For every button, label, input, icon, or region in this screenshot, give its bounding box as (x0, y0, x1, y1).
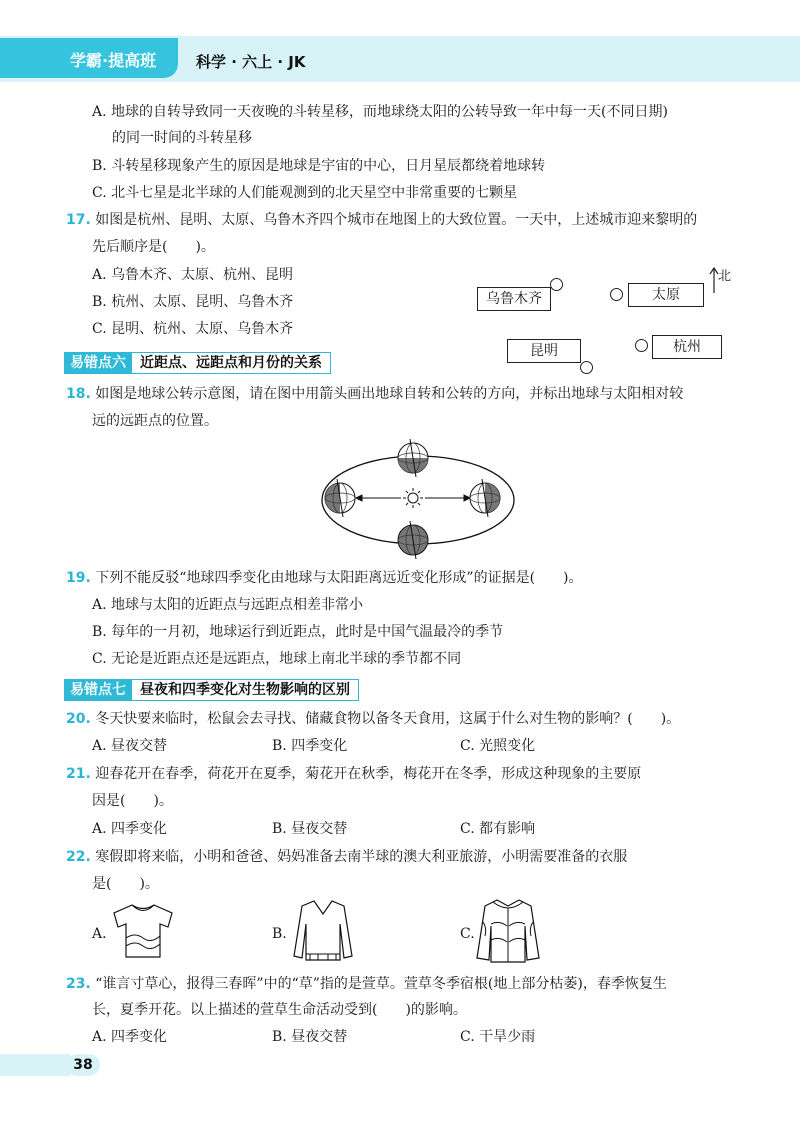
q17-number: 17. (66, 212, 91, 228)
section-6-heading (64, 352, 331, 374)
q19-number: 19. (66, 570, 91, 586)
earth-orbit-diagram (310, 436, 530, 562)
q19-stem-text: 下列不能反驳“地球四季变化由地球与太阳距离远近变化形成”的证据是( )。 (95, 570, 583, 586)
q18-stem-line1 (66, 383, 683, 405)
q17-stem-line2: 先后顺序是( )。 (92, 239, 215, 255)
city-hangzhou-dot (635, 339, 648, 352)
city-urumqi-dot (550, 278, 563, 291)
q21-stem-line1 (66, 763, 641, 785)
page-header (0, 0, 800, 78)
q23-number: 23. (66, 976, 91, 992)
q17-stem-line1 (66, 209, 697, 231)
q21-number: 21. (66, 766, 91, 782)
city-kunming-dot (580, 361, 593, 374)
q22-number: 22. (66, 849, 91, 865)
brand-title: 学霸·提高班 (70, 51, 157, 70)
q23-stem-line2: 长，夏季开花。以上描述的萱草生命活动受到( )的影响。 (92, 1002, 467, 1018)
q23-stem-text: “谁言寸草心，报得三春晖”中的“草”指的是萱草。萱草冬季宿根(地上部分枯萎)，春季恢复生 (95, 976, 667, 992)
q20-number: 20. (66, 711, 91, 727)
q21-option-c: C. 都有影响 (460, 821, 536, 837)
page-number: 38 (66, 1054, 100, 1076)
q20-option-a: A. 昼夜交替 (92, 738, 168, 754)
q22-option-b-label: B. (272, 926, 287, 942)
section-6-tag: 易错点六 (64, 352, 132, 374)
q21-stem-line2: 因是( )。 (92, 793, 173, 809)
earth-top (398, 439, 428, 477)
city-urumqi: 乌鲁木齐 (477, 287, 551, 311)
section-6-title: 近距点、远距点和月份的关系 (132, 352, 331, 374)
q19-stem (66, 567, 583, 589)
q23-stem-line1 (66, 973, 667, 995)
q19-option-c: C. 无论是近距点还是远距点，地球上南北半球的季节都不同 (92, 651, 462, 667)
section-7-title: 昼夜和四季变化对生物影响的区别 (132, 679, 359, 701)
q17-option-a: A. 乌鲁木齐、太原、杭州、昆明 (92, 267, 294, 283)
section-7-heading (64, 679, 359, 701)
q16-option-a-line1: A. 地球的自转导致同一天夜晚的斗转星移，而地球绕太阳的公转导致一年中每一天(不同日期) (92, 104, 668, 120)
light-arrows (356, 495, 470, 501)
q23-option-a: A. 四季变化 (92, 1029, 168, 1045)
q23-option-b: B. 昼夜交替 (272, 1029, 348, 1045)
q21-option-b: B. 昼夜交替 (272, 821, 348, 837)
q16-option-b: B. 斗转星移现象产生的原因是地球是宇宙的中心，日月星辰都绕着地球转 (92, 158, 546, 174)
q22-stem-line2: 是( )。 (92, 876, 159, 892)
north-label: 北 (718, 269, 732, 284)
subject-title: 科学 · 六上 · JK (196, 53, 306, 71)
tshirt-icon (110, 902, 176, 960)
q19-option-b: B. 每年的一月初，地球运行到近距点，此时是中国气温最冷的季节 (92, 624, 504, 640)
q23-option-c: C. 干旱少雨 (460, 1029, 536, 1045)
section-7-tag: 易错点七 (64, 679, 132, 701)
q18-number: 18. (66, 386, 91, 402)
earth-bottom (398, 521, 428, 559)
q21-option-a: A. 四季变化 (92, 821, 168, 837)
q22-stem-line1 (66, 846, 627, 868)
q18-stem-text: 如图是地球公转示意图，请在图中用箭头画出地球自转和公转的方向，并标出地球与太阳相对较 (95, 386, 684, 402)
city-taiyuan-dot (610, 288, 623, 301)
q20-stem (66, 708, 680, 730)
q22-option-c-label: C. (460, 926, 475, 942)
footer-band (0, 1054, 70, 1076)
q18-stem-line2: 远的远距点的位置。 (92, 413, 218, 429)
winter-jacket-icon (475, 896, 541, 964)
q17-stem-text: 如图是杭州、昆明、太原、乌鲁木齐四个城市在地图上的大致位置。一天中，上述城市迎来黎明的 (95, 212, 698, 228)
q20-stem-text: 冬天快要来临时，松鼠会去寻找、储藏食物以备冬天食用，这属于什么对生物的影响？( )。 (95, 711, 681, 727)
sweater-icon (290, 898, 356, 964)
q22-option-a-label: A. (92, 926, 107, 942)
q16-option-a-line2: 的同一时间的斗转星移 (112, 130, 252, 146)
earth-left (325, 479, 355, 517)
q21-stem-text: 迎春花开在春季，荷花开在夏季，菊花开在秋季，梅花开在冬季，形成这种现象的主要原 (95, 766, 642, 782)
city-taiyuan: 太原 (628, 283, 704, 307)
city-kunming: 昆明 (507, 339, 581, 363)
city-hangzhou: 杭州 (652, 335, 722, 359)
q17-option-b: B. 杭州、太原、昆明、乌鲁木齐 (92, 294, 294, 310)
q16-option-c: C. 北斗七星是北半球的人们能观测到的北天星空中非常重要的七颗星 (92, 185, 518, 201)
q22-stem-text: 寒假即将来临，小明和爸爸、妈妈准备去南半球的澳大利亚旅游，小明需要准备的衣服 (95, 849, 628, 865)
q17-option-c: C. 昆明、杭州、太原、乌鲁木齐 (92, 321, 294, 337)
q19-option-a: A. 地球与太阳的近距点与远距点相差非常小 (92, 597, 364, 613)
q20-option-c: C. 光照变化 (460, 738, 536, 754)
sun-icon (403, 488, 423, 508)
earth-right (470, 479, 500, 517)
q20-option-b: B. 四季变化 (272, 738, 348, 754)
